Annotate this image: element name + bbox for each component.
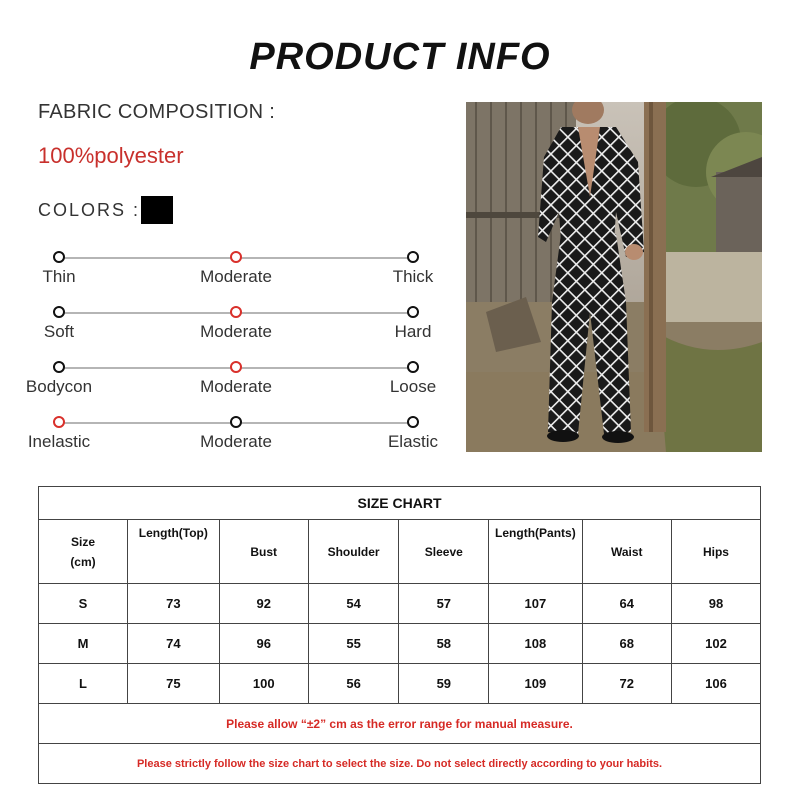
column-header: Bust <box>219 520 308 584</box>
column-header: Waist <box>582 520 671 584</box>
size-chart-header-row <box>39 520 761 584</box>
color-swatch-black[interactable] <box>141 196 173 224</box>
product-photo <box>466 102 762 452</box>
error-range-note: Please allow “±2” cm as the error range for manual measure. <box>39 704 761 744</box>
table-cell: 64 <box>582 584 671 624</box>
scale-label: Inelastic <box>27 432 91 451</box>
scale-label: Moderate <box>200 377 272 396</box>
scale-label: Moderate <box>200 322 272 341</box>
table-cell: 58 <box>399 624 489 664</box>
size-chart-table <box>38 486 761 784</box>
table-cell: 57 <box>399 584 489 624</box>
scale-dot <box>53 416 65 428</box>
table-cell: 98 <box>671 584 760 624</box>
scale-label: Loose <box>389 377 437 396</box>
scale-dot <box>230 306 242 318</box>
thickness-scale <box>20 251 440 299</box>
table-cell: L <box>39 664 128 704</box>
page-title: PRODUCT INFO <box>249 36 551 78</box>
table-cell: 96 <box>219 624 308 664</box>
scale-label: Moderate <box>200 267 272 286</box>
table-cell: 107 <box>489 584 582 624</box>
scale-dot <box>407 251 419 263</box>
scale-label: Bodycon <box>25 377 93 396</box>
table-cell: 102 <box>671 624 760 664</box>
scale-dot <box>53 306 65 318</box>
column-header: Length(Pants) <box>489 520 582 584</box>
table-cell: 68 <box>582 624 671 664</box>
size-advice-note-row <box>39 744 761 784</box>
error-range-note-row <box>39 704 761 744</box>
scale-label: Thin <box>42 267 76 286</box>
table-row <box>39 624 761 664</box>
column-header: Shoulder <box>308 520 399 584</box>
scale-dot <box>407 306 419 318</box>
colors-label: COLORS : <box>38 200 141 220</box>
size-unit: (cm) <box>70 554 96 569</box>
size-header-cell <box>39 520 128 584</box>
table-row <box>39 664 761 704</box>
table-row <box>39 584 761 624</box>
table-cell: 54 <box>308 584 399 624</box>
scale-dot <box>230 416 242 428</box>
softness-scale <box>20 306 440 354</box>
scale-dot <box>230 251 242 263</box>
table-cell: M <box>39 624 128 664</box>
table-cell: 106 <box>671 664 760 704</box>
table-cell: S <box>39 584 128 624</box>
scale-label: Elastic <box>387 432 439 451</box>
table-cell: 55 <box>308 624 399 664</box>
column-header: Sleeve <box>399 520 489 584</box>
table-cell: 72 <box>582 664 671 704</box>
column-header: Length(Top) <box>127 520 219 584</box>
table-cell: 108 <box>489 624 582 664</box>
scale-dot <box>230 361 242 373</box>
table-cell: 75 <box>127 664 219 704</box>
fit-scale <box>20 361 440 409</box>
table-cell: 100 <box>219 664 308 704</box>
scale-dot <box>407 361 419 373</box>
table-cell: 59 <box>399 664 489 704</box>
scale-label: Moderate <box>200 432 272 451</box>
table-cell: 73 <box>127 584 219 624</box>
scale-dot <box>53 251 65 263</box>
size-chart-title: SIZE CHART <box>39 487 761 520</box>
size-header: Size <box>70 534 95 549</box>
column-header: Hips <box>671 520 760 584</box>
table-cell: 92 <box>219 584 308 624</box>
table-cell: 109 <box>489 664 582 704</box>
scale-dot <box>407 416 419 428</box>
fabric-composition-label: FABRIC COMPOSITION : <box>38 101 276 123</box>
scale-label: Hard <box>394 322 432 341</box>
scale-dot <box>53 361 65 373</box>
elasticity-scale <box>20 416 440 464</box>
table-cell: 74 <box>127 624 219 664</box>
fabric-composition-value: 100%polyester <box>38 143 184 168</box>
size-advice-note: Please strictly follow the size chart to select the size. Do not select directly according to your habits. <box>39 744 761 784</box>
scale-label: Thick <box>392 267 434 286</box>
table-cell: 56 <box>308 664 399 704</box>
scale-label: Soft <box>43 322 75 341</box>
